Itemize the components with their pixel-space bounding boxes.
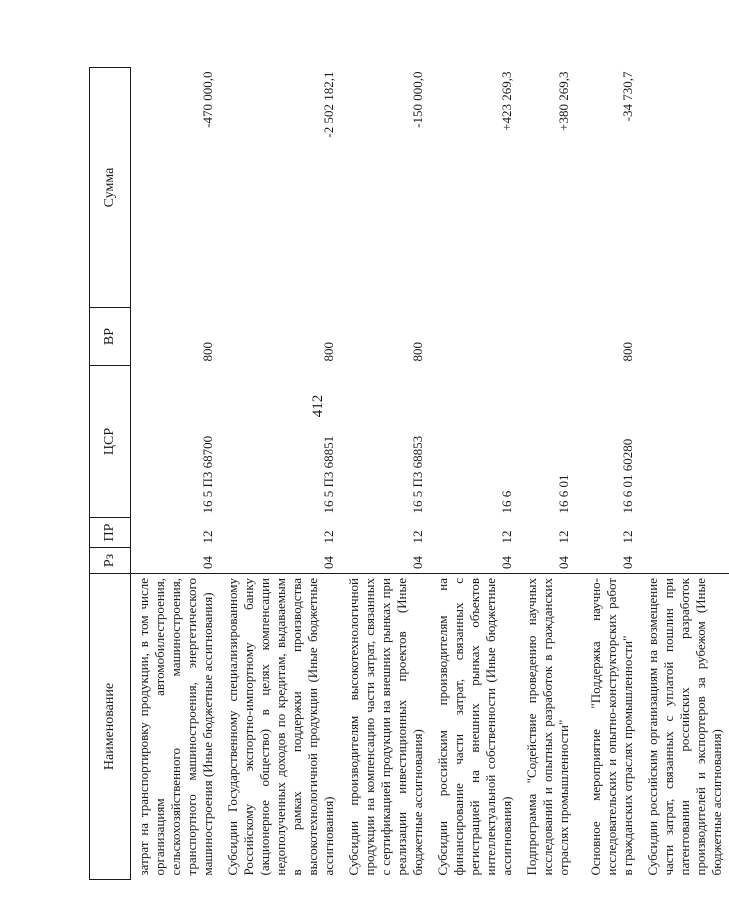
row-pr: 12 xyxy=(200,530,215,544)
row-name: Субсидии российским организациям на возмещение части затрат, связанных с уплатой пошлин при патентовании российских разработок производителей и экспортеров за рубежом (Иные бюджетные ассигнования) xyxy=(640,574,729,880)
row-pr xyxy=(640,518,729,548)
table-row xyxy=(519,68,576,880)
row-vr: 800 xyxy=(410,342,425,362)
table-row xyxy=(131,68,221,880)
rotated-page-content xyxy=(89,68,724,880)
table-header-row xyxy=(90,68,131,880)
table-row xyxy=(341,68,430,880)
header-vr: ВР xyxy=(90,308,131,366)
row-csr: 16 6 01 xyxy=(556,474,571,514)
header-name: Наименование xyxy=(90,574,131,880)
row-sum: -470 000,0 xyxy=(200,71,215,128)
row-sum: -150 000,0 xyxy=(410,71,425,128)
row-sum xyxy=(640,68,729,308)
row-sum: +423 269,3 xyxy=(499,71,514,131)
row-name: затрат на транспортировку продукции, в том числе организациям автомобилестроения, сельскохозяйственного машиностроения, транспортного машиностроения, энергетического машиностроения (Иные бюджетные ассигнования) xyxy=(131,574,221,880)
header-csr: ЦСР xyxy=(90,366,131,518)
row-rz: 04 xyxy=(556,556,571,569)
budget-table xyxy=(89,67,729,880)
row-name: Основное мероприятие "Поддержка научно-исследовательских и опытно-конструкторских работ в гражданских отраслях промышленности" xyxy=(576,574,640,880)
row-csr xyxy=(640,366,729,518)
row-name: Субсидии Государственному специализированному Российскому экспортно-импортному банку (акционерное общество) в целях компенсации недополученных доходов по кредитам, выдаваемым в рамках поддержки производства высокотехнологичной продукции (Иные бюджетные ассигнования) xyxy=(220,574,341,880)
row-sum: -2 502 182,1 xyxy=(321,71,336,138)
row-vr: 800 xyxy=(321,342,336,362)
row-rz: 04 xyxy=(321,556,336,569)
row-rz: 04 xyxy=(620,556,635,569)
row-sum: -34 730,7 xyxy=(620,71,635,122)
row-name: Субсидии российским производителям на финансирование части затрат, связанных с регистрацией на внешних рынках объектов интеллектуальной собственности (Иные бюджетные ассигнования) xyxy=(430,574,519,880)
page-number: 412 xyxy=(310,394,326,418)
header-pr: ПР xyxy=(90,518,131,548)
row-csr: 16 5 П3 68853 xyxy=(410,435,425,514)
row-rz: 04 xyxy=(499,556,514,569)
header-sum: Сумма xyxy=(90,68,131,308)
row-vr: 800 xyxy=(620,342,635,362)
row-csr: 16 5 П3 68851 xyxy=(321,435,336,514)
table-row xyxy=(640,68,729,880)
row-name: Субсидии производителям высокотехнологичной продукции на компенсацию части затрат, связанных с сертификацией продукции на внешних рынках при реализации инвестиционных проектов (Иные бюджетные ассигнования) xyxy=(341,574,430,880)
row-rz: 04 xyxy=(200,556,215,569)
row-pr: 12 xyxy=(410,530,425,544)
row-rz: 04 xyxy=(410,556,425,569)
row-vr xyxy=(430,308,519,366)
row-pr: 12 xyxy=(620,530,635,544)
row-sum: +380 269,3 xyxy=(556,71,571,131)
row-pr: 12 xyxy=(321,530,336,544)
row-rz xyxy=(640,548,729,574)
row-vr: 800 xyxy=(200,342,215,362)
row-name: Подпрограмма "Содействие проведению научных исследований и опытных разработок в гражданских отраслях промышленности" xyxy=(519,574,576,880)
row-csr: 16 6 xyxy=(499,490,514,514)
table-row xyxy=(576,68,640,880)
table-row xyxy=(430,68,519,880)
row-vr xyxy=(640,308,729,366)
row-pr: 12 xyxy=(499,530,514,544)
row-pr: 12 xyxy=(556,530,571,544)
row-vr xyxy=(519,308,576,366)
header-rz: Рз xyxy=(90,548,131,574)
table-row xyxy=(220,68,341,880)
row-csr: 16 5 П3 68700 xyxy=(200,435,215,514)
row-csr: 16 6 01 60280 xyxy=(620,438,635,514)
